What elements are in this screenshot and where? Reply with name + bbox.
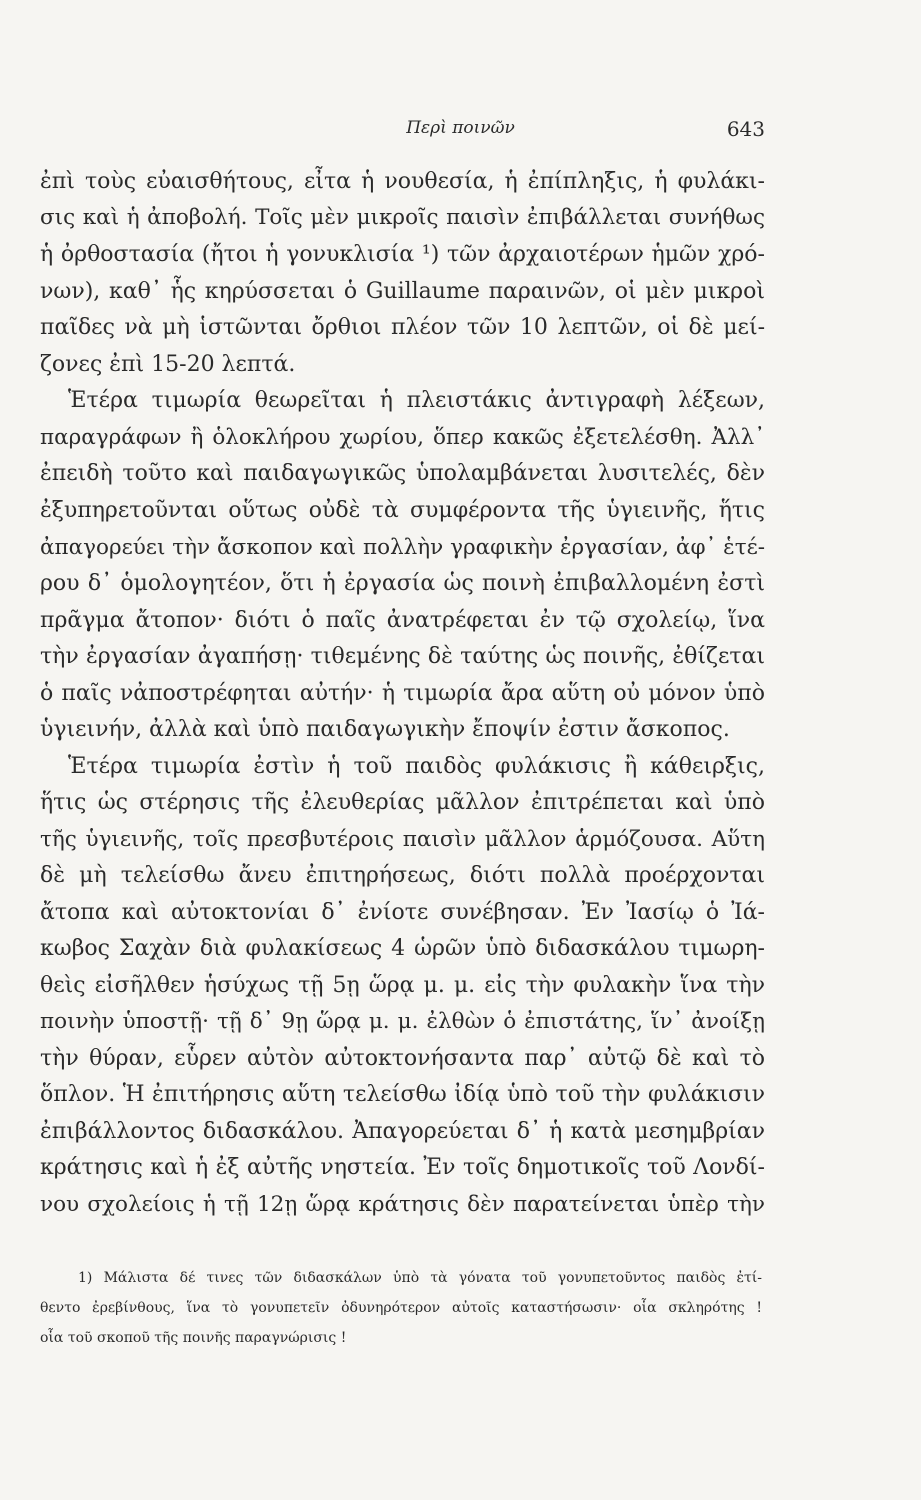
paragraph-first-line: Ἑτέρα τιμωρία θεωρεῖται ἡ πλειστάκις ἀντιγραφὴ λέξεων, <box>68 388 765 413</box>
body-line: παῖδες νὰ μὴ ἱστῶνται ὄρθιοι πλέον τῶν 10 λεπτῶν, οἱ δὲ μεί- <box>40 315 765 340</box>
body-line: ὅπλον. Ἡ ἐπιτήρησις αὕτη τελείσθω ἰδίᾳ ὑπὸ τοῦ τὴν φυλάκισιν <box>40 1082 765 1107</box>
page-number: 643 <box>726 117 765 141</box>
body-line: πρᾶγμα ἄτοπον· διότι ὁ παῖς ἀνατρέφεται ἐν τῷ σχολείῳ, ἵνα <box>40 608 765 633</box>
body-line: παραγράφων ἢ ὁλοκλήρου χωρίου, ὅπερ κακῶς ἐξετελέσθη. Ἀλλ᾽ <box>40 425 765 450</box>
body-line: σις καὶ ἡ ἀποβολή. Τοῖς μὲν μικροῖς παισὶν ἐπιβάλλεται συνήθως <box>40 205 765 230</box>
body-line: ἥτις ὡς στέρησις τῆς ἐλευθερίας μᾶλλον ἐπιτρέπεται καὶ ὑπὸ <box>40 790 765 815</box>
body-line: θεὶς εἰσῆλθεν ἡσύχως τῇ 5ῃ ὥρᾳ μ. μ. εἰς τὴν φυλακὴν ἵνα τὴν <box>40 973 765 998</box>
body-line: κράτησις καὶ ἡ ἐξ αὐτῆς νηστεία. Ἐν τοῖς δημοτικοῖς τοῦ Λονδί- <box>40 1155 765 1180</box>
body-line: ὑγιεινήν, ἀλλὰ καὶ ὑπὸ παιδαγωγικὴν ἔποψίν ἐστιν ἄσκοπος. <box>40 717 730 742</box>
footnote-line: 1) Μάλιστα δέ τινες τῶν διδασκάλων ὑπὸ τὰ γόνατα τοῦ γονυπετοῦντος παιδὸς ἐτί- <box>78 1270 762 1286</box>
body-line: κωβος Σαχὰν διὰ φυλακίσεως 4 ὡρῶν ὑπὸ διδασκάλου τιμωρη- <box>40 936 765 961</box>
body-line: ἐξυπηρετοῦνται οὕτως οὐδὲ τὰ συμφέροντα τῆς ὑγιεινῆς, ἥτις <box>40 498 765 523</box>
body-line: ἐπιβάλλοντος διδασκάλου. Ἀπαγορεύεται δ᾽ ἡ κατὰ μεσημβρίαν <box>40 1119 765 1144</box>
body-line: δὲ μὴ τελείσθω ἄνευ ἐπιτηρήσεως, διότι πολλὰ προέρχονται <box>40 863 765 888</box>
body-line: ἐπειδὴ τοῦτο καὶ παιδαγωγικῶς ὑπολαμβάνεται λυσιτελές, δὲν <box>40 461 765 486</box>
body-line: νων), καθ᾽ ἧς κηρύσσεται ὁ Guillaume παραινῶν, οἱ μὲν μικροὶ <box>40 279 765 304</box>
running-title: Περὶ ποινῶν <box>406 118 515 138</box>
body-line: ὁ παῖς νἀποστρέφηται αὐτήν· ἡ τιμωρία ἄρα αὕτη οὐ μόνον ὑπὸ <box>40 681 765 706</box>
body-line: ἀπαγορεύει τὴν ἄσκοπον καὶ πολλὴν γραφικὴν ἐργασίαν, ἀφ᾽ ἑτέ- <box>40 535 765 560</box>
body-line: ρου δ᾽ ὁμολογητέον, ὅτι ἡ ἐργασία ὡς ποινὴ ἐπιβαλλομένη ἐστὶ <box>40 571 765 596</box>
body-line: τῆς ὑγιεινῆς, τοῖς πρεσβυτέροις παισὶν μᾶλλον ἁρμόζουσα. Αὕτη <box>40 827 765 852</box>
body-line: ἄτοπα καὶ αὐτοκτονίαι δ᾽ ἐνίοτε συνέβησαν. Ἐν Ἰασίῳ ὁ Ἰά- <box>40 900 765 925</box>
footnote-line: θεντο ἐρεβίνθους, ἵνα τὸ γονυπετεῖν ὀδυνηρότερον αὐτοῖς καταστήσωσιν· οἷα σκληρότης ! <box>40 1300 762 1316</box>
body-line: ποινὴν ὑποστῇ· τῇ δ᾽ 9ῃ ὥρᾳ μ. μ. ἐλθὼν ὁ ἐπιστάτης, ἵν᾽ ἀνοίξῃ <box>40 1009 765 1034</box>
body-line: τὴν ἐργασίαν ἀγαπήσῃ· τιθεμένης δὲ ταύτης ὡς ποινῆς, ἐθίζεται <box>40 644 765 669</box>
body-line: ζονες ἐπὶ 15-20 λεπτά. <box>40 352 296 377</box>
body-line: νου σχολείοις ἡ τῇ 12ῃ ὥρᾳ κράτησις δὲν παρατείνεται ὑπὲρ τὴν <box>40 1192 765 1217</box>
body-line: ἡ ὀρθοστασία (ἤτοι ἡ γονυκλισία ¹) τῶν ἀρχαιοτέρων ἡμῶν χρό- <box>40 242 765 267</box>
body-line: τὴν θύραν, εὗρεν αὐτὸν αὐτοκτονήσαντα παρ᾽ αὐτῷ δὲ καὶ τὸ <box>40 1046 765 1071</box>
body-line: ἐπὶ τοὺς εὐαισθήτους, εἶτα ἡ νουθεσία, ἡ ἐπίπληξις, ἡ φυλάκι- <box>40 169 765 194</box>
paragraph-first-line: Ἑτέρα τιμωρία ἐστὶν ἡ τοῦ παιδὸς φυλάκισις ἢ κάθειρξις, <box>68 754 765 779</box>
footnote-line: οἷα τοῦ σκοποῦ τῆς ποινῆς παραγνώρισις ! <box>40 1330 347 1346</box>
